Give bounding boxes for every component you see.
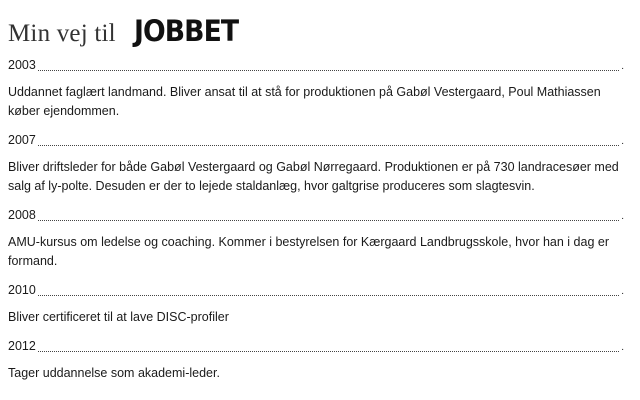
- leader-end-mark: .: [621, 342, 624, 353]
- year-row: [8, 56, 624, 75]
- year-row: [8, 337, 624, 356]
- year-label: 2010: [8, 283, 36, 297]
- timeline-entry: [8, 206, 624, 271]
- timeline-entry: [8, 337, 624, 383]
- heading-emphasis: JOBBET: [133, 14, 238, 48]
- heading-lead: Min vej til: [8, 20, 116, 47]
- entry-text: Bliver driftsleder for både Gabøl Vestergaard og Gabøl Nørregaard. Produktionen er på 730 landracesøer med salg af ly-polte. Desuden er der to lejede staldanlæg, hvor galtgrise produceres som slagtesvin.: [8, 160, 619, 193]
- timeline-entry: [8, 56, 624, 121]
- year-row: [8, 131, 624, 150]
- entry-text: Uddannet faglært landmand. Bliver ansat til at stå for produktionen på Gabøl Vestergaard, Poul Mathiassen køber ejendommen.: [8, 85, 601, 118]
- year-label: 2007: [8, 133, 36, 147]
- leader-end-mark: .: [621, 136, 624, 147]
- year-row: [8, 281, 624, 300]
- heading: [8, 14, 247, 54]
- leader-end-mark: .: [621, 286, 624, 297]
- dotted-leader: [38, 350, 619, 352]
- timeline-entry: [8, 131, 624, 196]
- timeline-entry: [8, 281, 624, 327]
- timeline: [8, 56, 624, 393]
- dotted-leader: [38, 69, 619, 71]
- year-label: 2003: [8, 58, 36, 72]
- year-label: 2008: [8, 208, 36, 222]
- dotted-leader: [38, 219, 619, 221]
- dotted-leader: [38, 294, 619, 296]
- year-row: [8, 206, 624, 225]
- entry-text: Bliver certificeret til at lave DISC-profiler: [8, 310, 229, 324]
- leader-end-mark: .: [621, 61, 624, 72]
- entry-text: Tager uddannelse som akademi-leder.: [8, 366, 220, 380]
- year-label: 2012: [8, 339, 36, 353]
- dotted-leader: [38, 144, 619, 146]
- entry-text: AMU-kursus om ledelse og coaching. Kommer i bestyrelsen for Kærgaard Landbrugsskole, hvor han i dag er formand.: [8, 235, 609, 268]
- leader-end-mark: .: [621, 211, 624, 222]
